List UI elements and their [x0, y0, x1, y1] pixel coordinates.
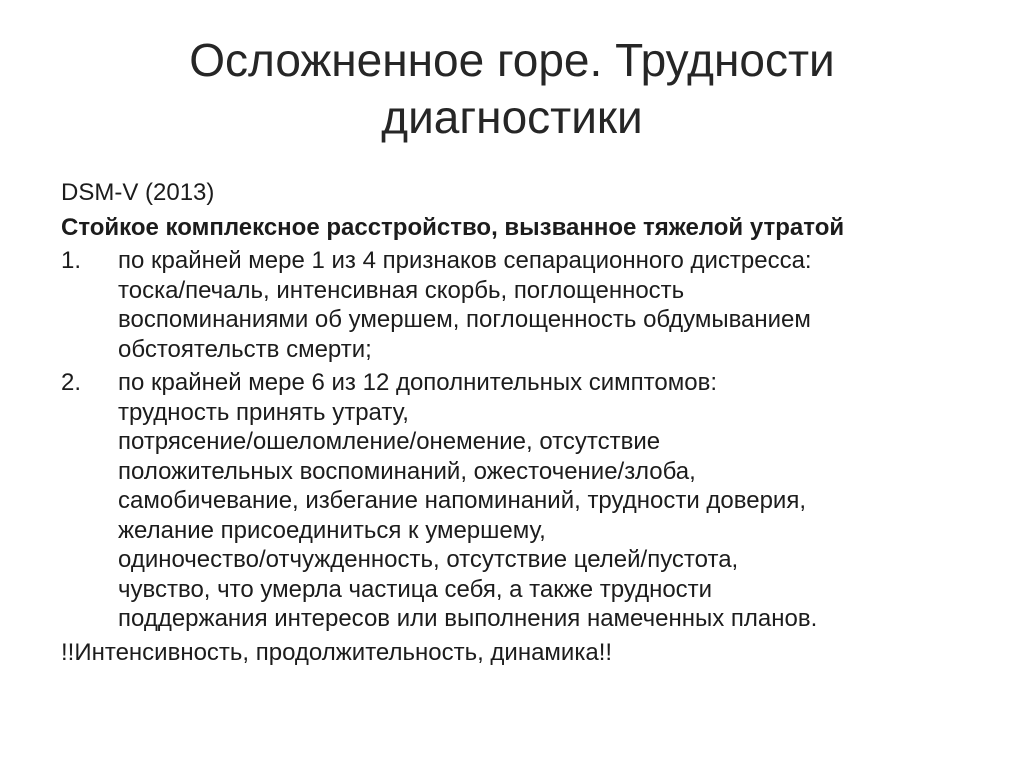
list-item-line: по крайней мере 1 из 4 признаков сепарационного дистресса:: [118, 247, 812, 274]
slide-content: [61, 178, 1001, 667]
title-line-1: Осложненное горе. Трудности: [189, 34, 835, 86]
list-item-line: обстоятельств смерти;: [118, 335, 372, 363]
list-item-line: потрясение/ошеломление/онемение, отсутствие: [118, 428, 661, 455]
source-label: DSM-V (2013): [61, 179, 215, 206]
list-item-line: тоска/печаль, интенсивная скорбь, поглощенность: [118, 276, 685, 304]
list-item-line: самобичевание, избегание напоминаний, трудности доверия,: [118, 487, 806, 514]
title-line-2: диагностики: [381, 91, 643, 143]
list-item-line: одиночество/отчужденность, отсутствие целей/пустота,: [118, 546, 739, 573]
list-item-text: [118, 368, 1001, 634]
list-item-2: [61, 368, 1001, 634]
list-item-number: 2.: [61, 369, 82, 396]
list-item-line: поддержания интересов или выполнения намеченных планов.: [118, 605, 818, 632]
footer-note: !!Интенсивность, продолжительность, динамика!!: [61, 638, 613, 666]
slide-title: [112, 32, 912, 146]
slide-subtitle: Стойкое комплексное расстройство, вызванное тяжелой утратой: [61, 213, 845, 241]
list-item-line: трудность принять утрату,: [118, 398, 409, 426]
list-item-line: положительных воспоминаний, ожесточение/злоба,: [118, 457, 696, 485]
list-item-1: [61, 246, 1001, 364]
list-item-line: воспоминаниями об умершем, поглощенность обдумыванием: [118, 306, 811, 333]
list-item-line: чувство, что умерла частица себя, а также трудности: [118, 575, 713, 603]
list-item-text: [118, 246, 1001, 364]
list-item-line: по крайней мере 6 из 12 дополнительных симптомов:: [118, 369, 717, 396]
list-item-number: 1.: [61, 247, 82, 274]
list-item-line: желание присоединиться к умершему,: [118, 516, 546, 544]
